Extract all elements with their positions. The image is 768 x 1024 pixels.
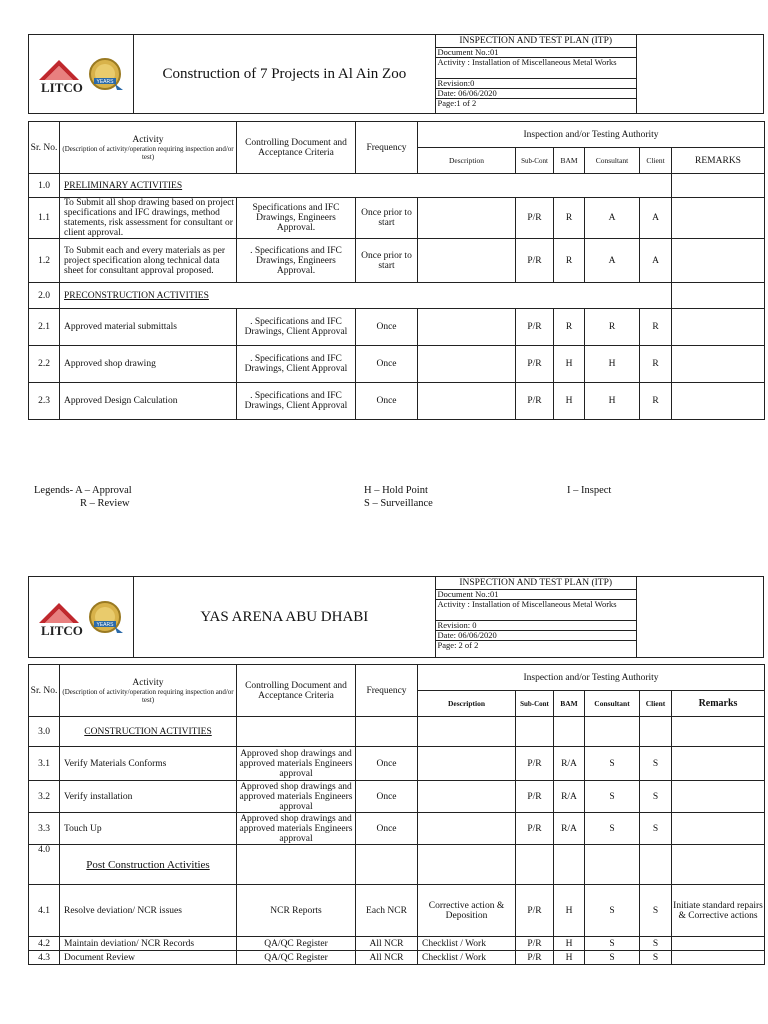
itp-date: Date: 06/06/2020: [436, 89, 636, 99]
client-header: Client: [640, 148, 672, 174]
row-control: Approved shop drawings and approved materials Engineers approval: [237, 813, 356, 845]
empty-cell: [585, 845, 640, 885]
row-frequency: Once: [356, 747, 418, 781]
row-activity: Maintain deviation/ NCR Records: [60, 937, 237, 951]
row-bam: R/A: [554, 747, 585, 781]
row-consultant: S: [585, 747, 640, 781]
row-subcont: P/R: [516, 813, 554, 845]
empty-cell: [672, 174, 765, 198]
empty-cell: [640, 845, 672, 885]
description-header: Description: [418, 148, 516, 174]
empty-cell: [672, 717, 765, 747]
row-client: S: [640, 813, 672, 845]
table-row: [29, 937, 765, 951]
row-activity: Approved Design Calculation: [60, 383, 237, 420]
row-remarks: [672, 951, 765, 965]
litco-logo-icon: [31, 44, 131, 104]
subcont-header: Sub-Cont: [516, 691, 554, 717]
row-client: R: [640, 346, 672, 383]
row-consultant: S: [585, 937, 640, 951]
activity-header-label: Activity: [132, 134, 164, 145]
row-number: 4.3: [29, 951, 60, 965]
row-frequency: Once: [356, 813, 418, 845]
consultant-header: Consultant: [585, 148, 640, 174]
legend-inspect: I – Inspect: [567, 485, 612, 496]
row-description: Corrective action & Deposition: [418, 885, 516, 937]
section-number: 1.0: [29, 174, 60, 198]
row-number: 2.3: [29, 383, 60, 420]
table-row: [29, 383, 765, 420]
row-consultant: H: [585, 383, 640, 420]
litco-logo-icon: [31, 587, 131, 647]
row-subcont: P/R: [516, 346, 554, 383]
empty-cell: [554, 845, 585, 885]
revision: Revision:0: [436, 79, 636, 89]
section-number: 4.0: [29, 845, 60, 885]
description-header: Description: [418, 691, 516, 717]
doc-number: Document No.:01: [436, 590, 636, 600]
client-header: Client: [640, 691, 672, 717]
svg-text:LITCO: LITCO: [41, 80, 83, 95]
row-description: [418, 239, 516, 283]
empty-cell: [640, 717, 672, 747]
table-row: [29, 747, 765, 781]
section-title: Post Construction Activities: [60, 845, 237, 885]
row-subcont: P/R: [516, 239, 554, 283]
row-description: [418, 813, 516, 845]
row-description: [418, 781, 516, 813]
row-number: 2.2: [29, 346, 60, 383]
row-activity: Touch Up: [60, 813, 237, 845]
activity-header: [60, 122, 237, 174]
row-bam: R: [554, 239, 585, 283]
row-frequency: Once: [356, 781, 418, 813]
row-subcont: P/R: [516, 951, 554, 965]
itp-info: [435, 577, 636, 658]
authority-header: Inspection and/or Testing Authority: [418, 122, 765, 148]
row-subcont: P/R: [516, 781, 554, 813]
row-client: S: [640, 781, 672, 813]
legend-surveillance: S – Surveillance: [364, 498, 433, 509]
empty-cell: [356, 845, 418, 885]
row-frequency: Once: [356, 309, 418, 346]
section-row: [29, 174, 765, 198]
row-bam: R: [554, 309, 585, 346]
empty-cell: [356, 717, 418, 747]
logo-cell: [29, 35, 134, 114]
header-blank-cell: [636, 577, 763, 658]
activity-header-desc: (Description of activity/operation requiring inspection and/or test): [62, 144, 234, 161]
row-subcont: P/R: [516, 309, 554, 346]
row-control: . Specifications and IFC Drawings, Client Approval: [237, 383, 356, 420]
row-control: . Specifications and IFC Drawings, Engineers Approval.: [237, 239, 356, 283]
project-title: Construction of 7 Projects in Al Ain Zoo: [134, 35, 435, 114]
svg-text:YEARS: YEARS: [96, 622, 114, 628]
row-frequency: All NCR: [356, 951, 418, 965]
row-subcont: P/R: [516, 885, 554, 937]
row-frequency: Once prior to start: [356, 198, 418, 239]
activity-header-label: Activity: [132, 677, 164, 688]
row-number: 4.2: [29, 937, 60, 951]
row-activity: Document Review: [60, 951, 237, 965]
row-number: 3.3: [29, 813, 60, 845]
remarks-header: Remarks: [672, 691, 765, 717]
row-consultant: A: [585, 239, 640, 283]
empty-cell: [516, 717, 554, 747]
section-title: PRELIMINARY ACTIVITIES: [60, 174, 672, 198]
section-number: 3.0: [29, 717, 60, 747]
page1-header-table: [28, 34, 764, 114]
itp-activity: Activity : Installation of Miscellaneous Metal Works: [436, 600, 636, 621]
page-number: Page:1 of 2: [437, 99, 477, 108]
row-control: . Specifications and IFC Drawings, Client Approval: [237, 309, 356, 346]
row-consultant: R: [585, 309, 640, 346]
row-remarks: Initiate standard repairs & Corrective actions: [672, 885, 765, 937]
frequency-header: Frequency: [356, 665, 418, 717]
row-description: Checklist / Work: [418, 937, 516, 951]
row-bam: H: [554, 951, 585, 965]
row-control: QA/QC Register: [237, 937, 356, 951]
row-client: S: [640, 885, 672, 937]
row-number: 3.2: [29, 781, 60, 813]
row-remarks: [672, 937, 765, 951]
empty-cell: [418, 717, 516, 747]
table-row: [29, 951, 765, 965]
row-number: 1.1: [29, 198, 60, 239]
row-client: S: [640, 747, 672, 781]
row-subcont: P/R: [516, 383, 554, 420]
row-bam: H: [554, 885, 585, 937]
legend-approval: Legends- A – Approval: [34, 485, 132, 496]
row-consultant: S: [585, 781, 640, 813]
row-activity: To Submit all shop drawing based on project specifications and IFC drawings, method statements, risk assessment for consultant or client approval.: [60, 198, 237, 239]
section-number: 2.0: [29, 283, 60, 309]
row-client: S: [640, 951, 672, 965]
row-description: [418, 747, 516, 781]
row-remarks: [672, 747, 765, 781]
row-description: [418, 346, 516, 383]
activity-header: [60, 665, 237, 717]
row-remarks: [672, 781, 765, 813]
section-row: [29, 283, 765, 309]
legend-review: R – Review: [80, 498, 130, 509]
svg-text:YEARS: YEARS: [96, 79, 114, 85]
row-description: [418, 309, 516, 346]
itp-activity: Activity : Installation of Miscellaneous Metal Works: [436, 58, 636, 79]
row-control: NCR Reports: [237, 885, 356, 937]
revision: Revision: 0: [436, 621, 636, 631]
remarks-header: REMARKS: [672, 148, 765, 174]
itp-title: INSPECTION AND TEST PLAN (ITP): [436, 577, 636, 590]
row-bam: R/A: [554, 813, 585, 845]
empty-cell: [672, 845, 765, 885]
row-bam: H: [554, 383, 585, 420]
row-bam: H: [554, 937, 585, 951]
row-remarks: [672, 813, 765, 845]
empty-cell: [554, 717, 585, 747]
row-activity: To Submit each and every materials as per project specification along technical data sheet for consultant approval proposed.: [60, 239, 237, 283]
row-control: Approved shop drawings and approved materials Engineers approval: [237, 747, 356, 781]
row-consultant: S: [585, 951, 640, 965]
section-title: CONSTRUCTION ACTIVITIES: [60, 717, 237, 747]
row-remarks: [672, 198, 765, 239]
row-client: R: [640, 309, 672, 346]
row-client: A: [640, 239, 672, 283]
table-row: [29, 813, 765, 845]
sr-header: Sr. No.: [29, 122, 60, 174]
empty-cell: [237, 845, 356, 885]
page2-itp-table: [28, 664, 765, 965]
row-description: [418, 383, 516, 420]
row-client: R: [640, 383, 672, 420]
row-control: . Specifications and IFC Drawings, Client Approval: [237, 346, 356, 383]
row-activity: Approved shop drawing: [60, 346, 237, 383]
company-logo: [31, 587, 131, 647]
itp-date: Date: 06/06/2020: [436, 631, 636, 641]
table-row: [29, 198, 765, 239]
row-frequency: Each NCR: [356, 885, 418, 937]
empty-cell: [418, 845, 516, 885]
row-description: Checklist / Work: [418, 951, 516, 965]
row-control: Specifications and IFC Drawings, Engineers Approval.: [237, 198, 356, 239]
row-activity: Resolve deviation/ NCR issues: [60, 885, 237, 937]
consultant-header: Consultant: [585, 691, 640, 717]
page2-header-table: [28, 576, 764, 658]
doc-number: Document No.:01: [436, 48, 636, 58]
row-control: Approved shop drawings and approved materials Engineers approval: [237, 781, 356, 813]
row-description: [418, 198, 516, 239]
activity-header-desc: (Description of activity/operation requiring inspection and/or test): [62, 687, 234, 704]
controlling-header: Controlling Document and Acceptance Criteria: [237, 665, 356, 717]
table-row: [29, 309, 765, 346]
table-row: [29, 239, 765, 283]
page1-itp-table: [28, 121, 765, 420]
row-frequency: All NCR: [356, 937, 418, 951]
row-frequency: Once: [356, 383, 418, 420]
row-consultant: A: [585, 198, 640, 239]
empty-cell: [585, 717, 640, 747]
bam-header: BAM: [554, 691, 585, 717]
row-consultant: S: [585, 885, 640, 937]
frequency-header: Frequency: [356, 122, 418, 174]
empty-cell: [672, 283, 765, 309]
bam-header: BAM: [554, 148, 585, 174]
row-activity: Verify installation: [60, 781, 237, 813]
controlling-header: Controlling Document and Acceptance Criteria: [237, 122, 356, 174]
itp-title: INSPECTION AND TEST PLAN (ITP): [436, 35, 636, 48]
row-bam: R: [554, 198, 585, 239]
row-consultant: H: [585, 346, 640, 383]
row-remarks: [672, 309, 765, 346]
row-bam: H: [554, 346, 585, 383]
row-remarks: [672, 346, 765, 383]
row-frequency: Once prior to start: [356, 239, 418, 283]
row-number: 3.1: [29, 747, 60, 781]
project-title: YAS ARENA ABU DHABI: [134, 577, 435, 658]
table-row: [29, 885, 765, 937]
authority-header: Inspection and/or Testing Authority: [418, 665, 765, 691]
row-subcont: P/R: [516, 198, 554, 239]
sr-header: Sr. No.: [29, 665, 60, 717]
section-row: [29, 845, 765, 885]
row-number: 4.1: [29, 885, 60, 937]
svg-text:LITCO: LITCO: [41, 623, 83, 638]
table-row: [29, 346, 765, 383]
row-client: A: [640, 198, 672, 239]
header-blank-cell: [636, 35, 763, 114]
row-activity: Approved material submittals: [60, 309, 237, 346]
subcont-header: Sub-Cont: [516, 148, 554, 174]
itp-info: [435, 35, 636, 114]
row-remarks: [672, 239, 765, 283]
table-row: [29, 781, 765, 813]
row-bam: R/A: [554, 781, 585, 813]
logo-cell: [29, 577, 134, 658]
company-logo: [31, 44, 131, 104]
row-control: QA/QC Register: [237, 951, 356, 965]
empty-cell: [516, 845, 554, 885]
row-client: S: [640, 937, 672, 951]
empty-cell: [237, 717, 356, 747]
row-number: 2.1: [29, 309, 60, 346]
row-subcont: P/R: [516, 747, 554, 781]
row-activity: Verify Materials Conforms: [60, 747, 237, 781]
legend-hold: H – Hold Point: [364, 485, 428, 496]
section-title: PRECONSTRUCTION ACTIVITIES: [60, 283, 672, 309]
row-frequency: Once: [356, 346, 418, 383]
section-row: [29, 717, 765, 747]
page-number: Page: 2 of 2: [437, 641, 479, 650]
row-consultant: S: [585, 813, 640, 845]
row-remarks: [672, 383, 765, 420]
row-subcont: P/R: [516, 937, 554, 951]
row-number: 1.2: [29, 239, 60, 283]
